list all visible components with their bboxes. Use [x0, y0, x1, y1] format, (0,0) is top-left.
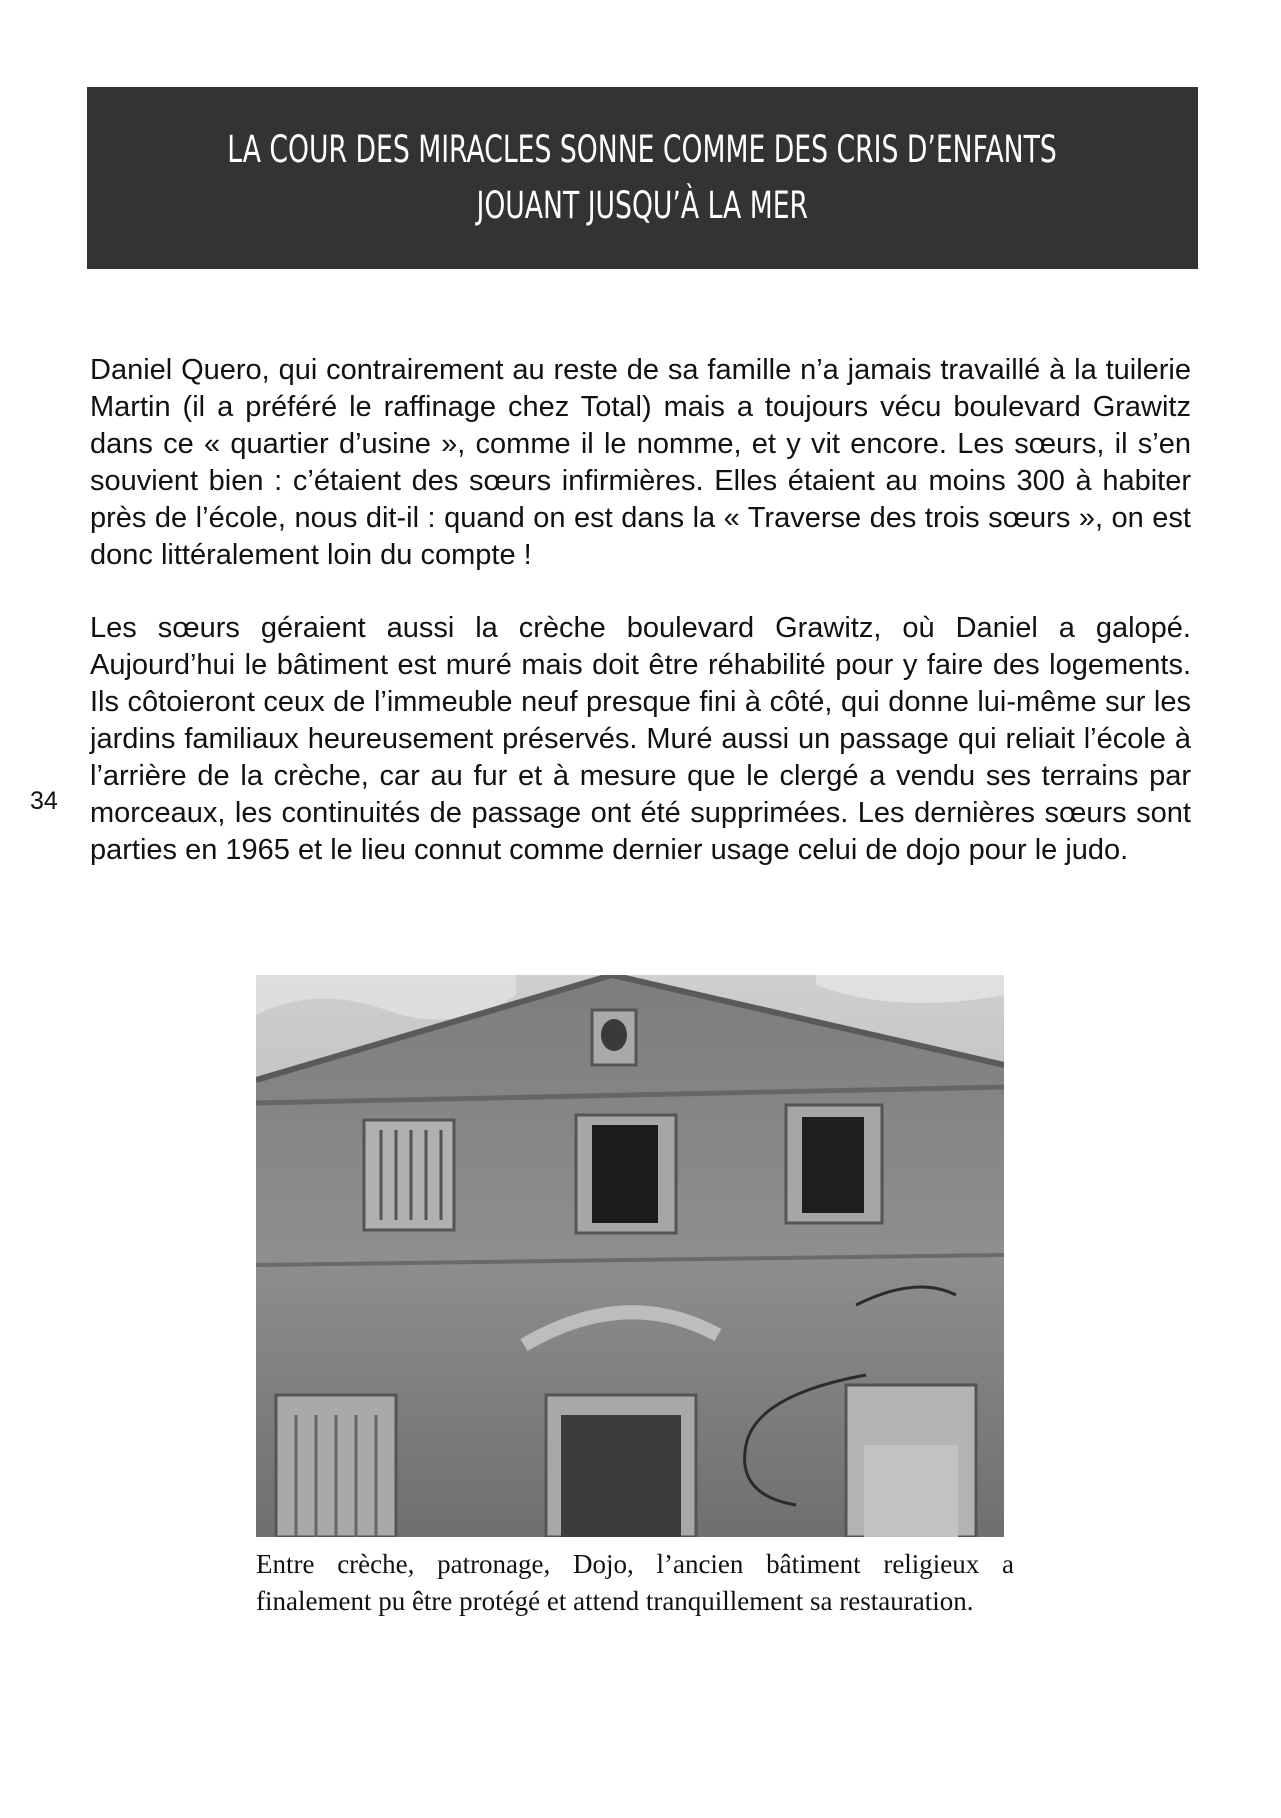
chapter-title-line-1: LA COUR DES MIRACLES SONNE COMME DES CRIS D’ENFANTS [227, 128, 1058, 171]
photo-caption: Entre crèche, patronage, Dojo, l’ancien bâtiment religieux a finalement pu être protégé et attend tranquillement sa restauration. [256, 1549, 1014, 1616]
building-photo [256, 975, 1004, 1537]
chapter-title-line-2: JOUANT JUSQU’À LA MER [476, 184, 809, 227]
page-number: 34 [30, 787, 58, 815]
body-paragraph-2: Les sœurs géraient aussi la crèche boulevard Grawitz, où Daniel a galopé. Aujourd’hui le bâtiment est muré mais doit être réhabilité pour y faire des logements. Ils côtoieront ceux de l’immeuble neuf presque fini à côté, qui donne lui-même sur les jardins familiaux heureusement préservés. Muré aussi un passage qui reliait l’école à l’arrière de la crèche, car au fur et à mesure que le clergé a vendu ses terrains par morceaux, les continuités de passage ont été supprimées. Les dernières sœurs sont parties en 1965 et le lieu connut comme dernier usage celui de dojo pour le judo. [90, 612, 1191, 866]
body-paragraph-1: Daniel Quero, qui contrairement au reste de sa famille n’a jamais travaillé à la tuilerie Martin (il a préféré le raffinage chez Total) mais a toujours vécu boulevard Grawitz dans ce « quartier d’usine », comme il le nomme, et y vit encore. Les sœurs, il s’en souvient bien : c’étaient des sœurs infirmières. Elles étaient au moins 300 à habiter près de l’école, nous dit-il : quand on est dans la « Traverse des trois sœurs », on est donc littéralement loin du compte ! [90, 354, 1191, 571]
chapter-title-banner [87, 87, 1198, 269]
building-photo-illustration [256, 975, 1004, 1537]
